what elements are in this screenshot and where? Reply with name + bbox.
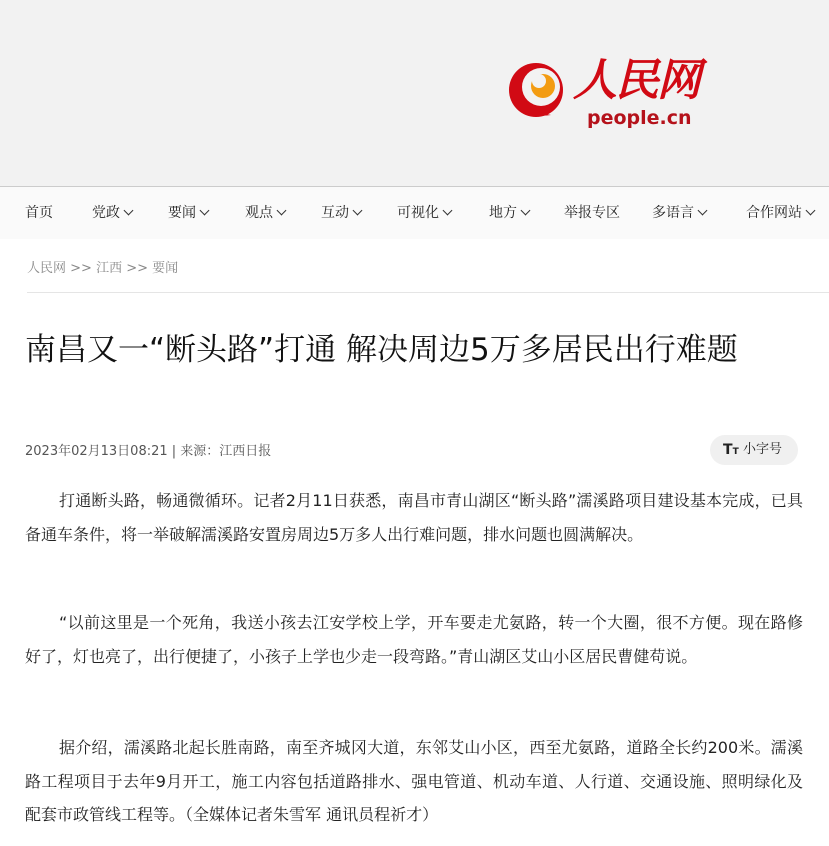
chevron-down-icon <box>521 206 531 216</box>
chevron-down-icon <box>698 206 708 216</box>
nav-item-home[interactable] <box>25 187 53 239</box>
nav-item-visual[interactable] <box>397 187 451 239</box>
chevron-down-icon <box>353 206 363 216</box>
breadcrumb-separator: >> <box>122 261 153 276</box>
chevron-down-icon <box>124 206 134 216</box>
nav-label: 合作网站 <box>746 205 802 221</box>
main-nav <box>0 186 829 239</box>
article-meta: 2023年02月13日08:21 | 来源：江西日报 <box>25 444 272 459</box>
article-title: 南昌又一“断头路”打通 解决周边5万多居民出行难题 <box>25 332 738 368</box>
breadcrumb-site-link[interactable]: 人民网 <box>27 261 67 276</box>
nav-label: 首页 <box>25 205 53 221</box>
site-header <box>0 0 829 186</box>
chevron-down-icon <box>200 206 210 216</box>
article-paragraph: 据介绍，濡溪路北起长胜南路，南至齐城冈大道，东邻艾山小区，西至尤氨路，道路全长约200米。濡溪路工程项目于去年9月开工，施工内容包括道路排水、强电管道、机动车道、人行道、交通设施、照明绿化及配套市政管线工程等。（全媒体记者朱雪军 通讯员程祈才） <box>25 738 803 824</box>
breadcrumb <box>27 257 178 276</box>
nav-label: 多语言 <box>652 205 694 221</box>
nav-item-local[interactable] <box>489 187 529 239</box>
font-size-icon: TT <box>723 442 739 458</box>
logo-cn-text: 人民网 <box>573 55 699 106</box>
nav-item-news[interactable] <box>168 187 208 239</box>
nav-item-languages[interactable] <box>652 187 706 239</box>
nav-label: 党政 <box>92 205 120 221</box>
people-logo[interactable] <box>505 55 705 135</box>
nav-label: 举报专区 <box>564 205 620 221</box>
breadcrumb-section-link[interactable]: 要闻 <box>152 261 179 276</box>
nav-item-report[interactable] <box>564 187 620 239</box>
breadcrumb-separator: >> <box>66 261 97 276</box>
nav-label: 要闻 <box>168 205 196 221</box>
nav-item-party[interactable] <box>92 187 132 239</box>
divider <box>27 292 829 293</box>
nav-label: 地方 <box>489 205 517 221</box>
article-paragraph: 打通断头路，畅通微循环。记者2月11日获悉，南昌市青山湖区“断头路”濡溪路项目建设基本完成，已具备通车条件，将一举破解濡溪路安置房周边5万多人出行难问题，排水问题也圆满解决。 <box>25 491 803 544</box>
nav-label: 观点 <box>245 205 273 221</box>
nav-item-interact[interactable] <box>321 187 361 239</box>
nav-label: 可视化 <box>397 205 439 221</box>
logo-en-text: people.cn <box>587 107 692 129</box>
chevron-down-icon <box>806 206 816 216</box>
logo-mark-icon <box>505 59 567 121</box>
nav-label: 互动 <box>321 205 349 221</box>
chevron-down-icon <box>277 206 287 216</box>
article-paragraph: “以前这里是一个死角，我送小孩去江安学校上学，开车要走尤氨路，转一个大圈，很不方便。现在路修好了，灯也亮了，出行便捷了，小孩子上学也少走一段弯路。”青山湖区艾山小区居民曹健苟说。 <box>25 613 803 666</box>
font-size-toggle-button[interactable] <box>710 435 798 465</box>
chevron-down-icon <box>443 206 453 216</box>
nav-item-opinion[interactable] <box>245 187 285 239</box>
nav-item-partners[interactable] <box>746 187 814 239</box>
breadcrumb-region-link[interactable]: 江西 <box>96 261 123 276</box>
font-size-label: 小字号 <box>743 442 783 457</box>
